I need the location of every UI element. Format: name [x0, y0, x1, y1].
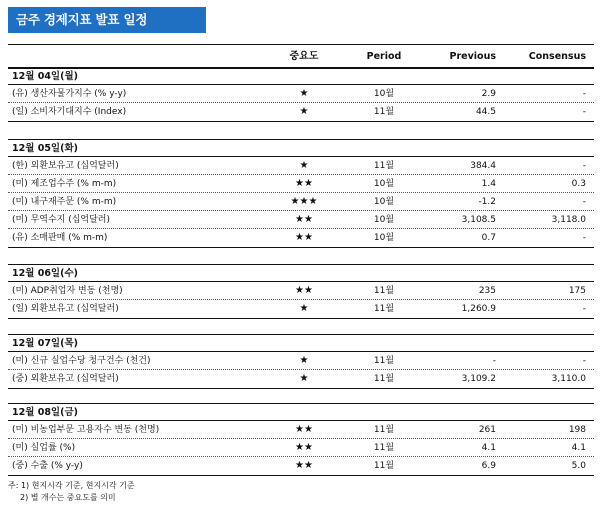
indicator-name: (중) 외환보유고 (십억달러)	[12, 374, 119, 384]
previous-value: 3,108.5	[461, 215, 496, 225]
page-title: 금주 경제지표 발표 일정	[8, 7, 206, 33]
consensus-value: 175	[568, 286, 586, 296]
date-label: 12월 08일(금)	[8, 404, 594, 421]
table-row	[8, 457, 594, 475]
previous-value: 1.4	[481, 179, 496, 189]
importance-stars: ★★★	[290, 196, 318, 207]
previous-value: -	[492, 356, 496, 366]
date-label: 12월 05일(화)	[8, 140, 594, 157]
footnotes	[8, 480, 135, 504]
consensus-value: 198	[568, 425, 586, 435]
previous-value: -1.2	[478, 197, 496, 207]
consensus-value: -	[582, 161, 586, 171]
period-value: 10월	[373, 89, 395, 99]
previous-value: 3,109.2	[461, 374, 496, 384]
indicator-name: (중) 수출 (% y-y)	[12, 461, 83, 471]
table-row	[8, 103, 594, 121]
table-header	[8, 44, 594, 69]
header-previous: Previous	[449, 51, 496, 62]
indicator-name: (미) 비농업부문 고용자수 변동 (천명)	[12, 425, 160, 435]
importance-stars: ★★	[295, 178, 313, 189]
table-row	[8, 421, 594, 439]
day-section	[8, 139, 594, 248]
table-row	[8, 370, 594, 388]
period-value: 11월	[373, 374, 395, 384]
consensus-value: -	[582, 107, 586, 117]
indicator-name: (미) 내구재주문 (% m-m)	[12, 197, 117, 207]
previous-value: 6.9	[481, 461, 496, 471]
consensus-value: -	[582, 233, 586, 243]
table-row	[8, 229, 594, 247]
importance-stars: ★★	[295, 285, 313, 296]
header-consensus: Consensus	[528, 51, 586, 62]
day-section	[8, 334, 594, 389]
day-section	[8, 67, 594, 122]
table-row	[8, 157, 594, 175]
table-row	[8, 211, 594, 229]
indicator-name: (미) 제조업수주 (% m-m)	[12, 179, 117, 189]
consensus-value: 4.1	[571, 443, 586, 453]
previous-value: 0.7	[481, 233, 496, 243]
consensus-value: -	[582, 197, 586, 207]
importance-stars: ★★	[295, 460, 313, 471]
indicator-name: (유) 소매판매 (% m-m)	[12, 233, 108, 243]
importance-stars: ★★	[295, 232, 313, 243]
table-row	[8, 300, 594, 318]
header-importance: 중요도	[289, 51, 319, 62]
table-row	[8, 175, 594, 193]
table-row	[8, 439, 594, 457]
indicator-name: (미) 실업률 (%)	[12, 443, 76, 453]
importance-stars: ★	[299, 160, 309, 171]
table-row	[8, 352, 594, 370]
footnote-1: 주: 1) 현지시각 기준, 현지시각 기준	[8, 481, 135, 490]
period-value: 10월	[373, 197, 395, 207]
importance-stars: ★	[299, 373, 309, 384]
period-value: 11월	[373, 286, 395, 296]
consensus-value: 3,110.0	[551, 374, 586, 384]
importance-stars: ★	[299, 355, 309, 366]
period-value: 11월	[373, 425, 395, 435]
consensus-value: -	[582, 304, 586, 314]
indicator-name: (한) 외환보유고 (십억달러)	[12, 161, 119, 171]
importance-stars: ★	[299, 106, 309, 117]
consensus-value: 0.3	[571, 179, 586, 189]
date-label: 12월 07일(목)	[8, 335, 594, 352]
indicator-name: (미) 무역수지 (십억달러)	[12, 215, 111, 225]
indicator-name: (미) 신규 실업수당 청구건수 (천건)	[12, 356, 151, 366]
period-value: 11월	[373, 161, 395, 171]
period-value: 10월	[373, 215, 395, 225]
period-value: 11월	[373, 461, 395, 471]
importance-stars: ★★	[295, 424, 313, 435]
day-section	[8, 403, 594, 476]
importance-stars: ★★	[295, 214, 313, 225]
previous-value: 1,260.9	[461, 304, 496, 314]
consensus-value: -	[582, 356, 586, 366]
table-row	[8, 193, 594, 211]
period-value: 11월	[373, 443, 395, 453]
previous-value: 2.9	[481, 89, 496, 99]
period-value: 11월	[373, 304, 395, 314]
date-label: 12월 06일(수)	[8, 265, 594, 282]
table-row	[8, 282, 594, 300]
consensus-value: 3,118.0	[551, 215, 586, 225]
indicator-name: (일) 소비자기대지수 (Index)	[12, 107, 127, 117]
period-value: 10월	[373, 179, 395, 189]
previous-value: 4.1	[481, 443, 496, 453]
previous-value: 235	[478, 286, 496, 296]
period-value: 10월	[373, 233, 395, 243]
previous-value: 44.5	[475, 107, 496, 117]
period-value: 11월	[373, 356, 395, 366]
importance-stars: ★	[299, 303, 309, 314]
indicator-name: (일) 외환보유고 (십억달러)	[12, 304, 119, 314]
period-value: 11월	[373, 107, 395, 117]
previous-value: 384.4	[470, 161, 496, 171]
indicator-name: (미) ADP취업자 변동 (천명)	[12, 286, 123, 296]
table-row	[8, 85, 594, 103]
importance-stars: ★★	[295, 442, 313, 453]
indicator-name: (유) 생산자물가지수 (% y-y)	[12, 89, 127, 99]
importance-stars: ★	[299, 88, 309, 99]
footnote-2: 2) 별 개수는 중요도를 의미	[20, 493, 116, 502]
consensus-value: 5.0	[571, 461, 586, 471]
consensus-value: -	[582, 89, 586, 99]
previous-value: 261	[478, 425, 496, 435]
header-period: Period	[366, 51, 402, 62]
day-section	[8, 264, 594, 319]
date-label: 12월 04일(월)	[8, 68, 594, 85]
